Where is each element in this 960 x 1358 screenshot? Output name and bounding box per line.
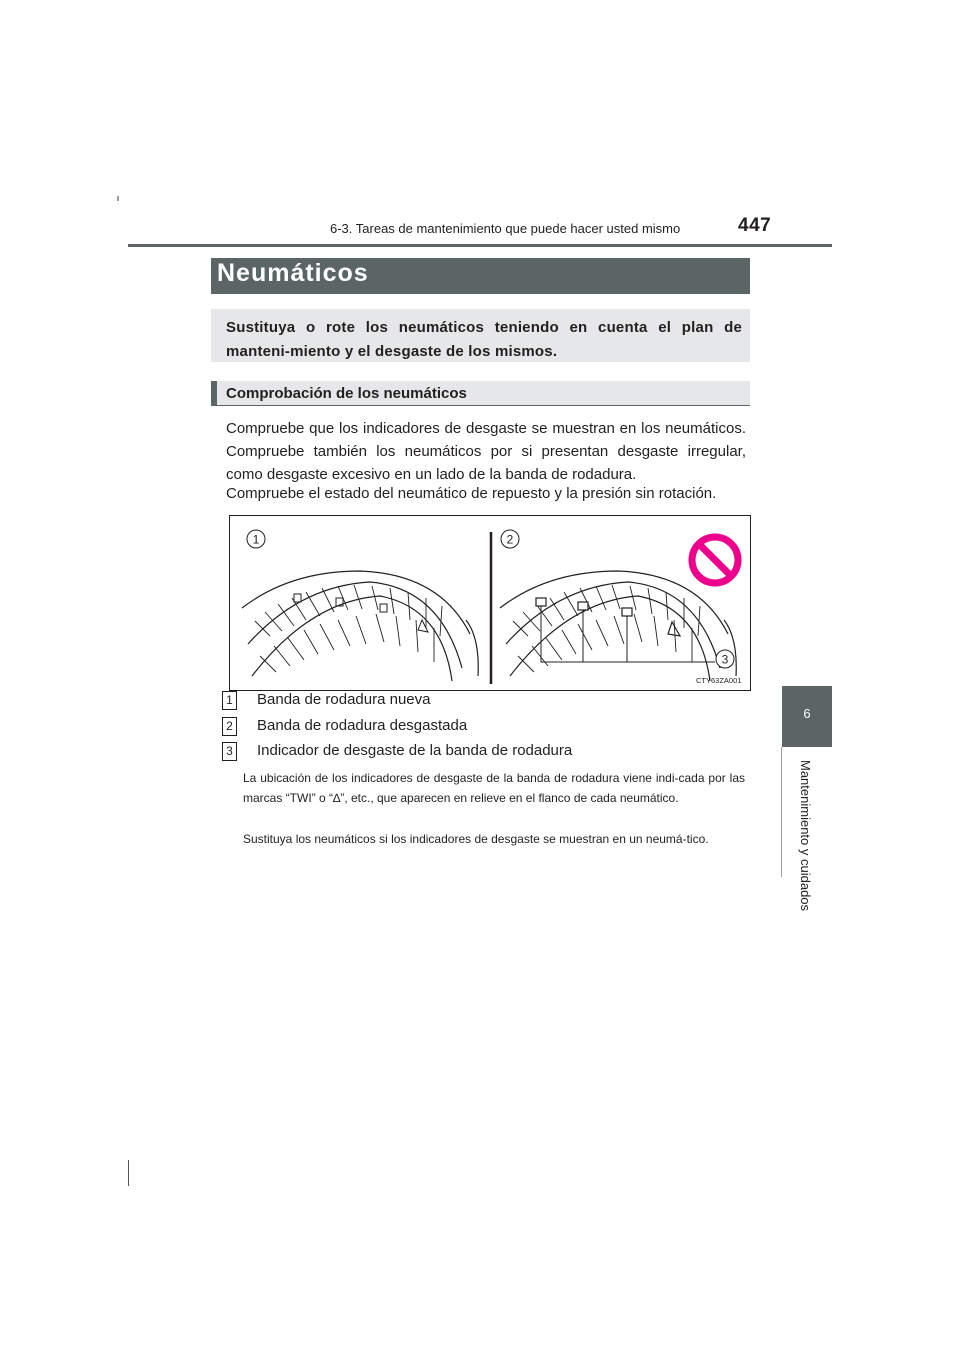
callout-3-label: 3	[721, 652, 729, 667]
section-heading-accent	[211, 381, 217, 406]
body-paragraph: Compruebe que los indicadores de desgaste se muestran en los neumáticos. Compruebe también los neumáticos por si presentan desgaste irregular, como desgaste excesivo en un lado de la banda de rodadura.	[226, 420, 746, 483]
chapter-number: 6	[803, 706, 811, 721]
figure-code: CTY63ZA001	[696, 676, 742, 685]
legend-text: Banda de rodadura nueva	[257, 691, 431, 708]
summary-text: Sustituya o rote los neumáticos teniendo en cuenta el plan de manteni-miento y el desgaste de los mismos.	[226, 319, 742, 360]
chapter-tab-line	[781, 747, 782, 877]
chapter-label: Mantenimiento y cuidados	[798, 760, 813, 912]
legend-text: Banda de rodadura desgastada	[257, 717, 468, 734]
note-paragraph: La ubicación de los indicadores de desgaste de la banda de rodadura viene indi-cada por las marcas “TWI” o “∆”, etc., que aparecen en relieve en el flanco de cada neumático.	[243, 771, 745, 805]
page-title: Neumáticos	[217, 259, 369, 287]
section-heading-rule	[211, 405, 750, 406]
body-paragraph: Compruebe el estado del neumático de repuesto y la presión sin rotación.	[226, 485, 717, 502]
legend-text: Indicador de desgaste de la banda de rodadura	[257, 742, 573, 759]
legend-number: 3	[222, 742, 237, 761]
worn-tread-tire-illustration	[500, 571, 736, 681]
tire-figure	[229, 515, 751, 691]
note-paragraph: Sustituya los neumáticos si los indicadores de desgaste se muestran en un neumá-tico.	[243, 832, 709, 846]
margin-mark	[117, 196, 119, 201]
legend-number: 2	[222, 717, 237, 736]
callout-1	[247, 530, 265, 548]
callout-3	[716, 650, 734, 668]
new-tread-tire-illustration	[242, 571, 478, 681]
section-heading: Comprobación de los neumáticos	[226, 385, 467, 402]
header-rule	[128, 244, 832, 247]
callout-2	[501, 530, 519, 548]
margin-mark	[128, 1160, 129, 1186]
page-number: 447	[738, 215, 772, 236]
callout-2-label: 2	[506, 532, 514, 547]
running-head: 6-3. Tareas de mantenimiento que puede hacer usted mismo	[330, 221, 681, 236]
tire-figure-svg	[230, 516, 750, 690]
prohibition-icon	[692, 537, 738, 583]
callout-1-label: 1	[252, 532, 260, 547]
legend-number: 1	[222, 691, 237, 710]
